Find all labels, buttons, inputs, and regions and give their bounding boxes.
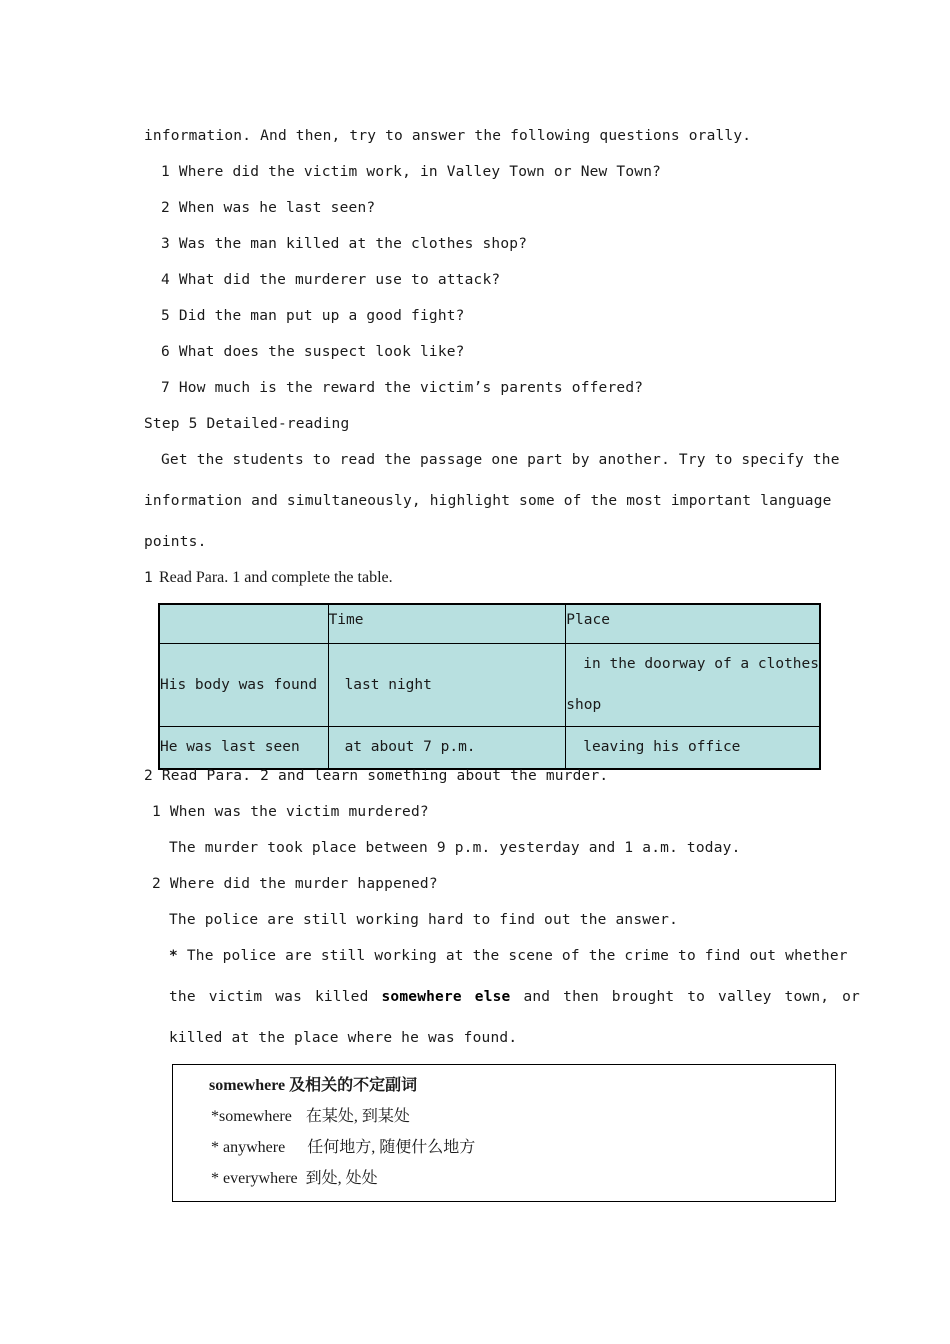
task2-note-line-2 [169, 989, 860, 1005]
time-place-table [158, 603, 821, 770]
keyword-somewhere-else: somewhere else [381, 989, 511, 1005]
vocab-box-title: somewhere 及相关的不定副词 [209, 1077, 418, 1094]
task1-text: Read Para. 1 and complete the table. [158, 569, 393, 586]
note-text-2a: the victim was killed [169, 989, 369, 1005]
question-2: 2 When was he last seen? [161, 200, 376, 216]
vocab-word: everywhere [223, 1170, 298, 1187]
row-label-cell: He was last seen [159, 727, 328, 770]
note-text-2b: and then brought to valley town, or [523, 989, 860, 1005]
task2-question-1: 1 When was the victim murdered? [152, 804, 429, 820]
place-line-2: shop [566, 697, 602, 713]
row-label-cell: His body was found [159, 644, 328, 727]
row-place-cell: leaving his office [566, 727, 820, 770]
step5-paragraph-line-1: Get the students to read the passage one part by another. Try to specify the [161, 452, 840, 468]
table-row [159, 727, 820, 770]
question-7: 7 How much is the reward the victim’s parents offered? [161, 380, 644, 396]
vocab-meaning: 任何地方, 随便什么地方 [307, 1139, 476, 1156]
question-6: 6 What does the suspect look like? [161, 344, 465, 360]
row-place-cell [566, 644, 820, 727]
header-cell-empty [159, 604, 328, 644]
task2-heading: 2 Read Para. 2 and learn something about the murder. [144, 768, 609, 784]
question-3: 3 Was the man killed at the clothes shop? [161, 236, 528, 252]
vocab-word: somewhere [219, 1108, 292, 1125]
step5-heading: Step 5 Detailed-reading [144, 416, 350, 432]
task2-question-2: 2 Where did the murder happened? [152, 876, 438, 892]
note-text-1: The police are still working at the scene of the crime to find out whether [186, 948, 848, 964]
task2-note-line-1 [169, 948, 848, 964]
question-1: 1 Where did the victim work, in Valley Town or New Town? [161, 164, 662, 180]
task2-note-line-3: killed at the place where he was found. [169, 1030, 518, 1046]
vocab-meaning: 到处, 处处 [305, 1170, 378, 1187]
step5-paragraph-line-3: points. [144, 534, 207, 550]
vocab-star: * [211, 1108, 219, 1125]
header-cell-time: Time [328, 604, 566, 644]
vocab-word: anywhere [223, 1139, 286, 1156]
question-5: 5 Did the man put up a good fight? [161, 308, 465, 324]
task2-answer-1: The murder took place between 9 p.m. yesterday and 1 a.m. today. [169, 840, 741, 856]
note-star: * [169, 948, 178, 964]
vocab-star: * [211, 1170, 219, 1187]
intro-line: information. And then, try to answer the following questions orally. [144, 128, 752, 144]
task1-heading [144, 569, 393, 587]
vocab-box [172, 1064, 836, 1202]
vocab-meaning: 在某处, 到某处 [305, 1108, 410, 1125]
place-line-1: in the doorway of a clothes [583, 656, 819, 672]
step5-paragraph-line-2: information and simultaneously, highlight some of the most important language [144, 493, 832, 509]
vocab-item [211, 1103, 410, 1126]
task1-number: 1 [144, 570, 153, 586]
vocab-item [211, 1165, 378, 1188]
vocab-star: * [211, 1139, 219, 1156]
row-time-cell: last night [328, 644, 566, 727]
vocab-item [211, 1134, 475, 1157]
table-row [159, 644, 820, 727]
question-4: 4 What did the murderer use to attack? [161, 272, 501, 288]
table-header-row [159, 604, 820, 644]
task2-answer-2: The police are still working hard to find out the answer. [169, 912, 678, 928]
header-cell-place: Place [566, 604, 820, 644]
row-time-cell: at about 7 p.m. [328, 727, 566, 770]
